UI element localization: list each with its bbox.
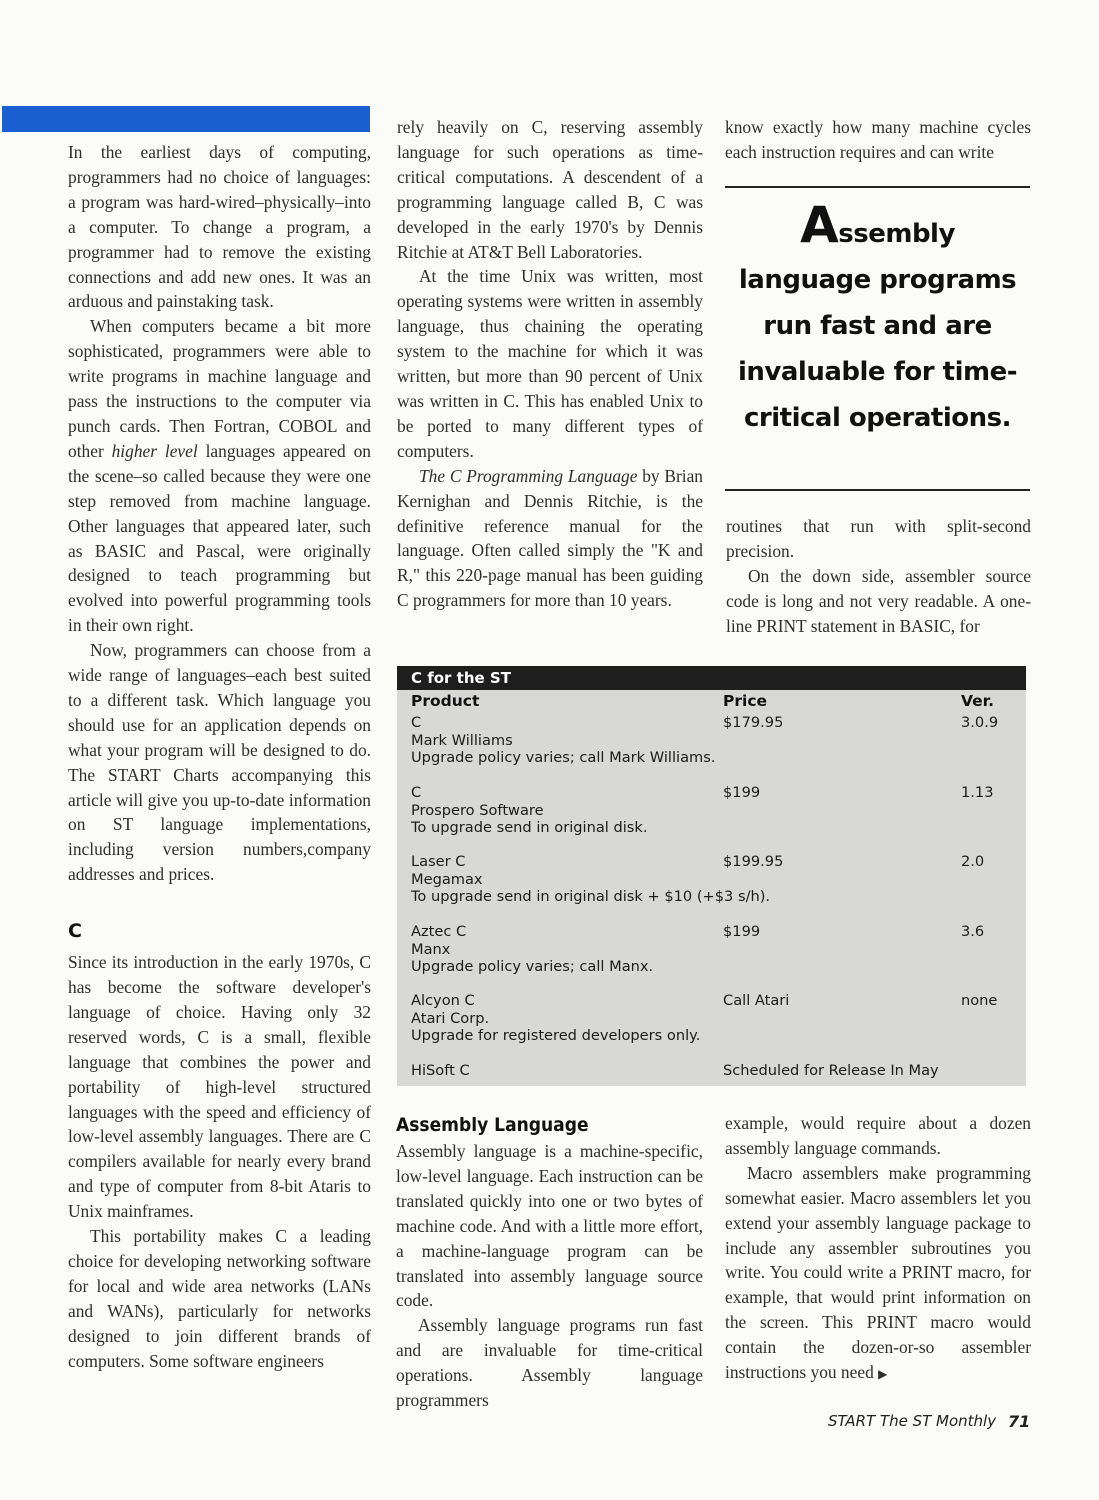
- text-span: languages appeared on the scene–so called because they were one step removed from machine language. Other languages that appeared later, such as BASIC and Pascal, were originally designed to teach programming but evolved into powerful programming tools in their own right.: [68, 440, 371, 636]
- header-price: Price: [723, 692, 768, 710]
- page-footer: [828, 1412, 1031, 1431]
- version-cell: 3.6: [961, 923, 985, 940]
- pull-quote-text: ssembly language programs run fast and are invaluable for time-critical operations.: [738, 219, 1017, 433]
- column-2: [397, 115, 703, 613]
- drop-cap: A: [800, 196, 839, 254]
- product-name: HiSoft C: [411, 1062, 470, 1079]
- table-title: C for the ST: [397, 666, 1026, 690]
- column-3-mid: [726, 514, 1031, 639]
- pull-quote: [735, 196, 1020, 441]
- emphasis: higher level: [111, 440, 198, 461]
- paragraph: This portability makes C a leading choice for developing networking software for local and wide area networks (LANs and WANs), particularly for networks designed to join different brands of computers. Some software engineers: [68, 1226, 371, 1371]
- upgrade-note: Upgrade policy varies; call Mark Williams.: [411, 749, 716, 767]
- c-compilers-table: [397, 666, 1026, 1086]
- product-name: Alcyon C: [411, 992, 475, 1009]
- continued-arrow-icon: ▶: [878, 1367, 888, 1382]
- version-cell: 1.13: [961, 784, 994, 801]
- paragraph: example, would require about a dozen assembly language commands.: [725, 1113, 1031, 1158]
- column-1: [68, 140, 371, 1374]
- product-cell: [411, 1062, 470, 1080]
- version-cell: none: [961, 992, 998, 1009]
- assembly-column-3: [725, 1111, 1031, 1387]
- pull-quote-bottom-rule: [725, 489, 1030, 491]
- upgrade-note: To upgrade send in original disk.: [411, 819, 648, 837]
- product-cell: [411, 992, 700, 1045]
- assembly-column-2: [396, 1111, 703, 1413]
- product-name: C: [411, 784, 422, 801]
- product-cell: [411, 853, 770, 906]
- product-company: Manx: [411, 940, 451, 958]
- price-cell: $179.95: [723, 714, 784, 731]
- paragraph: know exactly how many machine cycles each instruction requires and can write: [725, 117, 1031, 162]
- magazine-name: START The ST Monthly: [828, 1412, 997, 1430]
- product-name: Aztec C: [411, 923, 467, 940]
- paragraph: [397, 464, 703, 613]
- upgrade-note: Upgrade policy varies; call Manx.: [411, 958, 654, 976]
- paragraph: Now, programmers can choose from a wide range of languages–each best suited to a different task. Which language you should use for an application depends on what your program will be designed to do. The START Charts accompanying this article will give you up-to-date information on ST language implementations, including version numbers,company addresses and prices.: [68, 640, 371, 885]
- page-number: 71: [1008, 1412, 1031, 1431]
- paragraph: On the down side, assembler source code is long and not very readable. A one-line PRINT statement in BASIC, for: [726, 565, 1031, 636]
- price-cell: $199: [723, 923, 761, 940]
- product-cell: [411, 784, 647, 837]
- pull-quote-top-rule: [725, 186, 1030, 188]
- paragraph: Since its introduction in the early 1970s, C has become the software developer's language of choice. Having only 32 reserved words, C is a small, flexible language that combines the power and portability of high-level structured languages with the speed and efficiency of low-level assembly languages. There are C compilers available for nearly every brand and type of computer from 8-bit Ataris to Unix mainframes.: [68, 952, 371, 1222]
- section-heading-assembly: Assembly Language: [396, 1114, 589, 1136]
- product-cell: [411, 923, 653, 976]
- price-cell: $199.95: [723, 853, 784, 870]
- product-name: Laser C: [411, 853, 466, 870]
- product-cell: [411, 714, 715, 767]
- product-company: Megamax: [411, 870, 483, 888]
- text-span: by Brian Kernighan and Dennis Ritchie, is the definitive reference manual for the language. Often called simply the "K and R," this 220-page manual has been guiding C programmers for more than 10 years.: [397, 465, 703, 611]
- paragraph: [725, 1161, 1031, 1387]
- price-cell: $199: [723, 784, 761, 801]
- paragraph: rely heavily on C, reserving assembly language for such operations as time-critical computations. A descendent of a programming language called B, C was developed in the early 1970's by Dennis Ritchie at AT&T Bell Laboratories.: [397, 117, 703, 262]
- section-color-bar: [2, 106, 370, 132]
- product-name: C: [411, 714, 422, 731]
- product-company: Prospero Software: [411, 801, 544, 819]
- version-cell: 2.0: [961, 853, 985, 870]
- product-company: Atari Corp.: [411, 1009, 490, 1027]
- upgrade-note: To upgrade send in original disk + $10 (+$3 s/h).: [411, 888, 771, 906]
- text-span: When computers became a bit more sophisticated, programmers were able to write programs in machine language and pass the instructions to the computer via punch cards. Then Fortran, COBOL and other: [68, 316, 371, 461]
- paragraph: At the time Unix was written, most operating systems were written in assembly language, thus chaining the operating system to the machine for which it was written, but more than 90 percent of Unix was written in C. This has enabled Unix to be ported to many different types of computers.: [397, 266, 703, 461]
- paragraph: In the earliest days of computing, programmers had no choice of languages: a program was hard-wired–physically–into a computer. To change a program, a programmer had to remove the existing connections and add new ones. It was an arduous and painstaking task.: [68, 142, 371, 312]
- paragraph: Assembly language is a machine-specific, low-level language. Each instruction can be translated quickly into one or two bytes of machine code. And with a little more effort, a machine-language program can be translated into assembly language source code.: [396, 1141, 703, 1311]
- paragraph: Assembly language programs run fast and are invaluable for time-critical operations. Assembly language programmers: [396, 1315, 703, 1411]
- product-company: Mark Williams: [411, 731, 513, 749]
- book-title: The C Programming Language: [419, 465, 638, 486]
- column-3-top: [725, 115, 1031, 165]
- upgrade-note: Upgrade for registered developers only.: [411, 1027, 701, 1045]
- header-product: Product: [411, 692, 480, 710]
- version-cell: 3.0.9: [961, 714, 999, 731]
- price-cell: Scheduled for Release In May: [723, 1062, 939, 1079]
- paragraph: routines that run with split-second precision.: [726, 516, 1031, 561]
- paragraph: [68, 314, 371, 638]
- price-cell: Call Atari: [723, 992, 790, 1009]
- header-version: Ver.: [961, 692, 994, 710]
- section-heading-c: C: [68, 920, 82, 943]
- text-span: Macro assemblers make programming somewhat easier. Macro assemblers let you extend your assembly language package to include any assembler subroutines you write. You could write a PRINT macro, for example, that would print information on the screen. This PRINT macro would contain the dozen-or-so assembler instructions you need: [725, 1162, 1031, 1383]
